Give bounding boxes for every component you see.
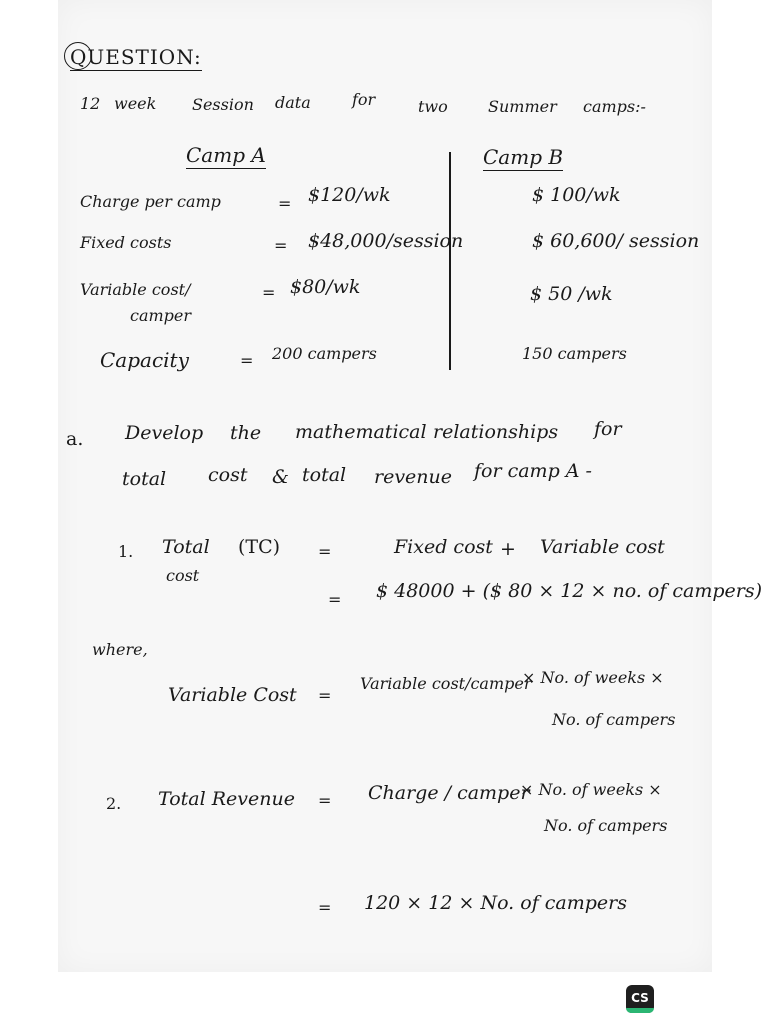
camp-a-value: 200 campers bbox=[272, 344, 377, 363]
tc-abbr: (TC) bbox=[238, 536, 281, 558]
equals-sign: = bbox=[318, 791, 332, 810]
part-a-word: total bbox=[302, 464, 347, 486]
part-a-word: total bbox=[122, 468, 167, 490]
camp-b-header: Camp B bbox=[483, 145, 564, 169]
where-label: where, bbox=[92, 640, 148, 659]
variable-cost-rhs: × No. of weeks × bbox=[522, 668, 664, 687]
tr-formula: 120 × 12 × No. of campers bbox=[364, 892, 627, 914]
tc-label: Total bbox=[162, 536, 210, 558]
tr-label: Total Revenue bbox=[158, 788, 295, 810]
intro-word: for bbox=[352, 90, 376, 109]
row-equals: = bbox=[278, 194, 292, 213]
row-label-continued: camper bbox=[130, 306, 192, 325]
tr-rhs: × No. of weeks × bbox=[520, 780, 662, 799]
intro-word: week bbox=[114, 94, 157, 113]
camp-a-value: $80/wk bbox=[290, 276, 361, 298]
part-marker: a. bbox=[66, 428, 84, 450]
camp-b-value: 150 campers bbox=[522, 344, 627, 363]
row-equals: = bbox=[240, 351, 254, 370]
tc-formula: $ 48000 + ($ 80 × 12 × no. of campers) bbox=[376, 580, 763, 602]
part-a-word: for bbox=[594, 418, 622, 440]
camp-a-value: $120/wk bbox=[308, 184, 391, 206]
camp-b-value: $ 60,600/ session bbox=[532, 230, 700, 252]
tc-rhs-term: Variable cost bbox=[540, 536, 665, 558]
tr-rhs: No. of campers bbox=[544, 816, 668, 835]
part-a-word: mathematical bbox=[295, 421, 427, 443]
equals-sign: = bbox=[318, 898, 332, 917]
camp-a-header: Camp A bbox=[186, 143, 266, 167]
variable-cost-term: Variable Cost bbox=[168, 684, 297, 706]
row-label: Charge per camp bbox=[80, 192, 221, 211]
intro-word: Session bbox=[192, 95, 254, 114]
part-a-word: revenue bbox=[374, 466, 453, 488]
question-heading: QUESTION: bbox=[70, 45, 202, 69]
camscanner-logo bbox=[626, 985, 654, 1013]
part-a-word: cost bbox=[208, 464, 248, 486]
logo-bar bbox=[626, 1008, 654, 1013]
row-equals: = bbox=[274, 236, 288, 255]
part-a-word: for camp A - bbox=[474, 460, 592, 482]
row-label: Fixed costs bbox=[80, 233, 172, 252]
part-a-word: the bbox=[230, 422, 262, 444]
equals-sign: = bbox=[318, 686, 332, 705]
equals-sign: = bbox=[328, 590, 342, 609]
part-a-word: & bbox=[272, 466, 289, 488]
camp-b-value: $ 100/wk bbox=[532, 184, 621, 206]
row-label: Capacity bbox=[100, 348, 189, 372]
intro-word: data bbox=[275, 93, 311, 112]
variable-cost-rhs: No. of campers bbox=[552, 710, 676, 729]
tc-rhs-plus: + bbox=[500, 538, 516, 560]
equals-sign: = bbox=[318, 542, 332, 561]
intro-word: camps:- bbox=[583, 97, 646, 116]
row-equals: = bbox=[262, 283, 276, 302]
item-number: 1. bbox=[118, 542, 134, 561]
tc-label-continued: cost bbox=[166, 566, 200, 585]
table-divider bbox=[449, 152, 451, 370]
tr-rhs: Charge / camper bbox=[368, 782, 530, 804]
tc-rhs-term: Fixed cost bbox=[394, 536, 493, 558]
part-a-word: relationships bbox=[433, 421, 559, 443]
camp-a-value: $48,000/session bbox=[308, 230, 464, 252]
part-a-word: Develop bbox=[125, 422, 204, 444]
logo-text: CS bbox=[631, 991, 649, 1005]
variable-cost-rhs: Variable cost/camper bbox=[360, 674, 532, 693]
row-label: Variable cost/ bbox=[80, 280, 191, 299]
intro-word: 12 bbox=[80, 94, 101, 113]
intro-word: Summer bbox=[488, 97, 557, 116]
item-number: 2. bbox=[106, 794, 122, 813]
intro-word: two bbox=[418, 97, 448, 116]
camp-b-value: $ 50 /wk bbox=[530, 283, 613, 305]
